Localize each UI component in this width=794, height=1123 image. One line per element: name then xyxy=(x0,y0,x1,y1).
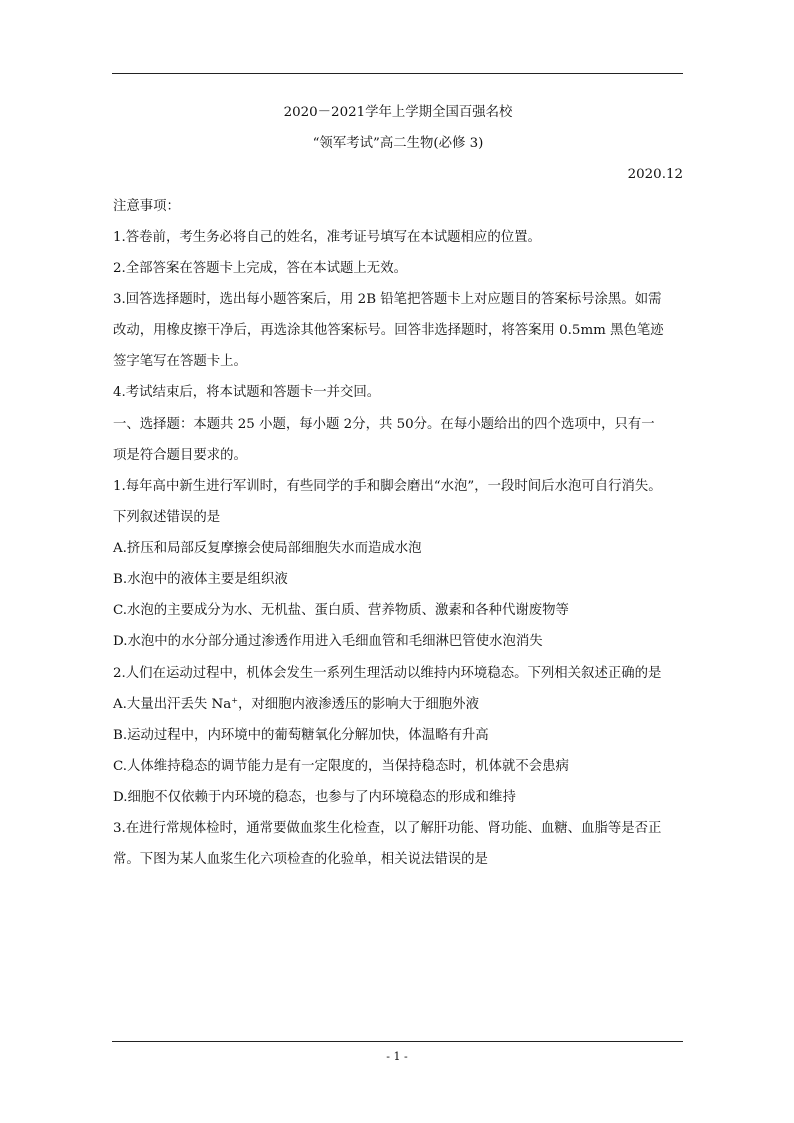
footer-rule xyxy=(112,1041,683,1042)
header-rule xyxy=(112,73,683,74)
question-1-option-d: D.水泡中的水分部分通过渗透作用进入毛细血管和毛细淋巴管使水泡消失 xyxy=(113,634,543,649)
exam-date: 2020.12 xyxy=(627,167,683,182)
page-number: - 1 - xyxy=(386,1050,408,1063)
question-1-stem-line-1: 1.每年高中新生进行军训时，有些同学的手和脚会磨出“水泡”，一段时间后水泡可自行消失。 xyxy=(113,479,662,494)
question-2-option-a xyxy=(113,696,683,714)
exam-title: 2020－2021学年上学期全国百强名校 xyxy=(283,105,513,120)
question-1-option-b: B.水泡中的液体主要是组织液 xyxy=(113,572,288,587)
question-3-stem-line-2: 常。下图为某人血浆生化六项检查的化验单，相关说法错误的是 xyxy=(113,852,488,867)
question-2-option-c: C.人体维持稳态的调节能力是有一定限度的，当保持稳态时，机体就不会患病 xyxy=(113,759,569,774)
question-2-option-b: B.运动过程中，内环境中的葡萄糖氧化分解加快，体温略有升高 xyxy=(113,728,489,743)
note-item-3-line-2: 改动，用橡皮擦干净后，再选涂其他答案标号。回答非选择题时，将答案用 0.5mm 黑色笔迹 xyxy=(113,323,664,338)
question-1-stem-line-2: 下列叙述错误的是 xyxy=(113,510,221,525)
exam-subtitle: “领军考试”高二生物(必修 3) xyxy=(312,136,484,151)
notes-heading: 注意事项： xyxy=(113,199,180,214)
note-item-1: 1.答卷前，考生务必将自己的姓名，准考证号填写在本试题相应的位置。 xyxy=(113,230,541,245)
section-instruction-line-2: 项是符合题目要求的。 xyxy=(113,448,247,463)
note-item-3-line-1: 3.回答选择题时，选出每小题答案后，用 2B 铅笔把答题卡上对应题目的答案标号涂黑。如需 xyxy=(113,292,662,307)
question-3-stem-line-1: 3.在进行常规体检时，通常要做血浆生化检查，以了解肝功能、肾功能、血糖、血脂等是否正 xyxy=(113,821,662,836)
question-1-option-a: A.挤压和局部反复摩擦会使局部细胞失水而造成水泡 xyxy=(113,541,422,556)
sodium-charge: + xyxy=(231,696,238,705)
question-2-option-a-prefix: A.大量出汗丢失 Na xyxy=(113,697,232,712)
question-2-option-a-suffix: ，对细胞内液渗透压的影响大于细胞外液 xyxy=(237,697,479,712)
note-item-3-line-3: 签字笔写在答题卡上。 xyxy=(113,354,247,369)
note-item-2: 2.全部答案在答题卡上完成，答在本试题上无效。 xyxy=(113,261,407,276)
note-item-4: 4.考试结束后，将本试题和答题卡一并交回。 xyxy=(113,385,381,400)
section-instruction-line-1: 一、选择题：本题共 25 小题，每小题 2分，共 50分。在每小题给出的四个选项中，只有一 xyxy=(113,417,655,432)
question-2-option-d: D.细胞不仅依赖于内环境的稳态，也参与了内环境稳态的形成和维持 xyxy=(113,790,516,805)
question-1-option-c: C.水泡的主要成分为水、无机盐、蛋白质、营养物质、激素和各种代谢废物等 xyxy=(113,603,569,618)
question-2-stem: 2.人们在运动过程中，机体会发生一系列生理活动以维持内环境稳态。下列相关叙述正确的是 xyxy=(113,666,662,681)
